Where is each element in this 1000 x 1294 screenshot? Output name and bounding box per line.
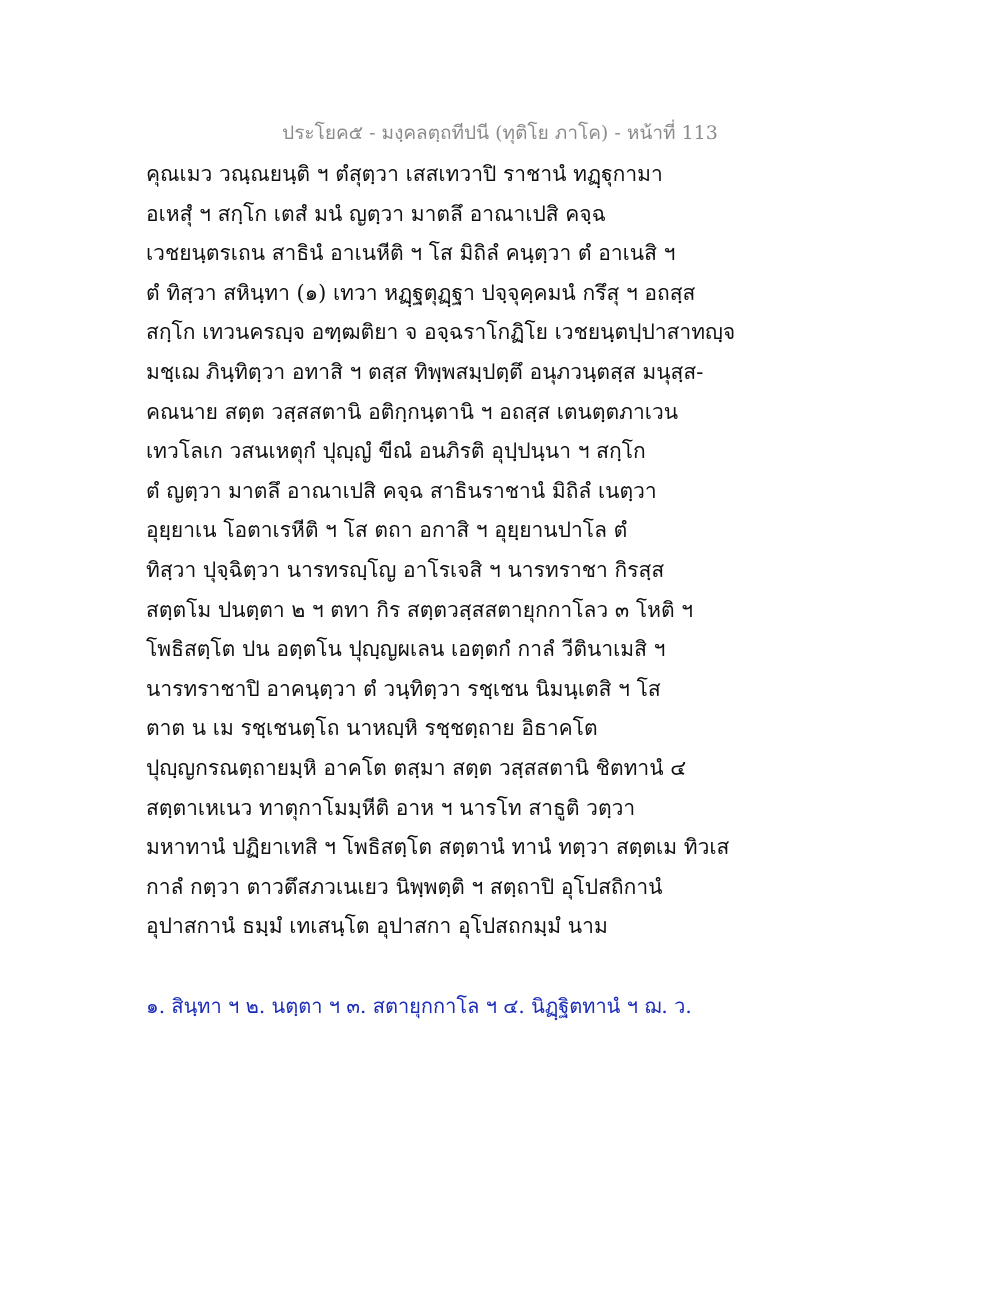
text-line: อุปาสกานํ ธมฺมํ เทเสนฺโต อุปาสกา อุโปสถกมฺมํ นาม (146, 914, 608, 939)
footnote: ๑. สินฺทา ฯ ๒. นตฺตา ฯ ๓. สตายุกกาโล ฯ ๔. นิฏฺฐิตทานํ ฯ ฌ. ว. (146, 994, 692, 1018)
text-line: สกฺโก เทวนครญฺจ อฑฺฒติยา จ อจฺฉราโกฏิโย เวชยนฺตปฺปาสาทญฺจ (146, 320, 736, 345)
text-line: มหาทานํ ปฏิยาเทสิ ฯ โพธิสตฺโต สตฺตานํ ทานํ ทตฺวา สตฺตเม ทิวเส (146, 835, 730, 860)
body-text (146, 155, 746, 947)
text-line: สตฺตโม ปนตฺตา ๒ ฯ ตทา กิร สตฺตวสฺสสตายุกกาโลว ๓ โหติ ฯ (146, 597, 694, 622)
text-line: โพธิสตฺโต ปน อตฺตโน ปุญฺญผเลน เอตฺตกํ กาลํ วีตินาเมสิ ฯ (146, 637, 666, 662)
text-line: ตํ ญตฺวา มาตลึ อาณาเปสิ คจฺฉ สาธินราชานํ มิถิลํ เนตฺวา (146, 478, 657, 503)
text-line: มชฺเฌ ภินฺทิตฺวา อทาสิ ฯ ตสฺส ทิพฺพสมฺปตฺตึ อนุภวนฺตสฺส มนุสฺส- (146, 359, 704, 384)
text-line: อเหสุํ ฯ สกฺโก เตสํ มนํ ญตฺวา มาตลึ อาณาเปสิ คจฺฉ (146, 201, 606, 226)
text-line: นารทราชาปิ อาคนฺตฺวา ตํ วนฺทิตฺวา รชฺเชน นิมนฺเตสิ ฯ โส (146, 676, 661, 701)
running-header: ประโยค๕ - มงฺคลตฺถทีปนี (ทุติโย ภาโค) - หน้าที่ 113 (282, 122, 718, 144)
text-line: ทิสฺวา ปุจฺฉิตฺวา นารทรญฺโญ อาโรเจสิ ฯ นารทราชา กิรสฺส (146, 557, 665, 582)
text-line: ตาต น เม รชฺเชนตฺโถ นาหญฺหิ รชฺชตฺถาย อิธาคโต (146, 716, 598, 741)
text-line: เทวโลเก วสนเหตุกํ ปุญฺญํ ขีณํ อนภิรติ อุปฺปนฺนา ฯ สกฺโก (146, 439, 646, 464)
text-line: อุยฺยาเน โอตาเรหีติ ฯ โส ตถา อกาสิ ฯ อุยฺยานปาโล ตํ (146, 518, 628, 543)
text-line: กาลํ กตฺวา ตาวตึสภวเนเยว นิพฺพตฺติ ฯ สตฺถาปิ อุโปสถิกานํ (146, 874, 663, 899)
text-line: คุณเมว วณฺณยนฺติ ฯ ตํสุตฺวา เสสเทวาปิ ราชานํ ทฏฺฐุกามา (146, 162, 663, 186)
text-line: เวชยนฺตรเถน สาธินํ อาเนหีติ ฯ โส มิถิลํ คนฺตฺวา ตํ อาเนสิ ฯ (146, 241, 676, 266)
text-line: ปุญฺญกรณตฺถายมฺหิ อาคโต ตสฺมา สตฺต วสฺสสตานิ ชิตทานํ ๔ (146, 755, 687, 780)
text-line: คณนาย สตฺต วสฺสสตานิ อติกฺกนฺตานิ ฯ อถสฺส เตนตฺตภาเวน (146, 399, 679, 424)
text-line: ตํ ทิสฺวา สหินฺทา (๑) เทวา หฏฺฐตุฏฺฐา ปจฺจุคฺคมนํ กรึสุ ฯ อถสฺส (146, 280, 696, 305)
text-line: สตฺตาเหเนว ทาตุกาโมมฺหีติ อาห ฯ นารโท สาธูติ วตฺวา (146, 795, 636, 820)
